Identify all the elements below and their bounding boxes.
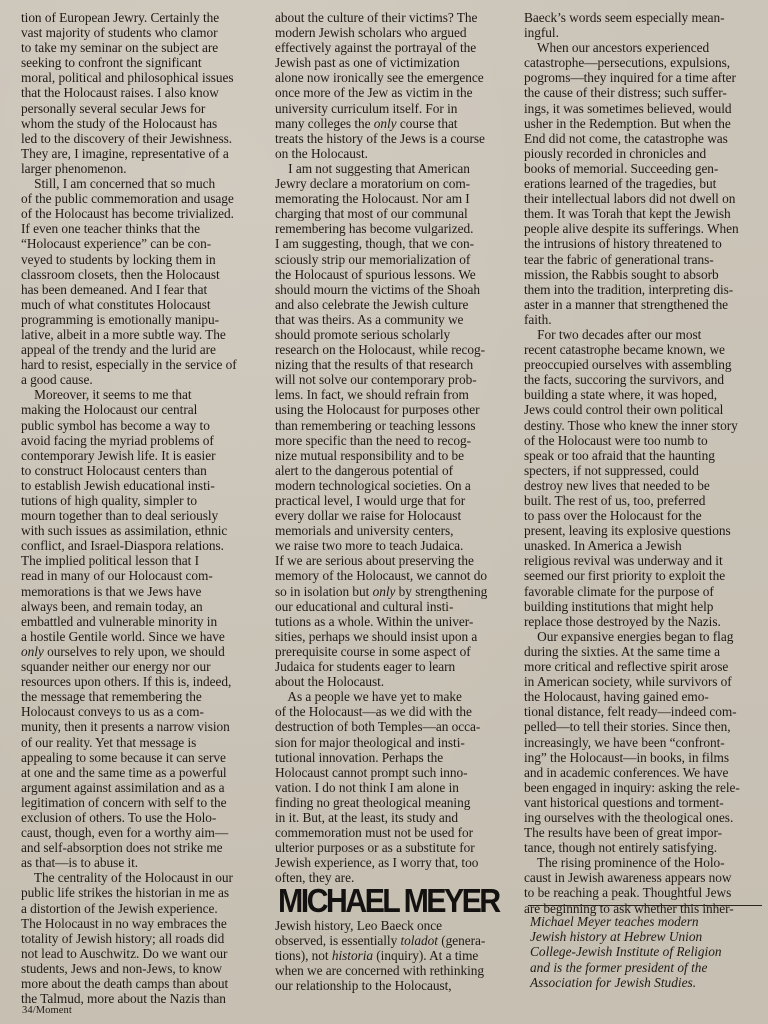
text-line: resources upon others. If this is, indeed,	[21, 674, 232, 690]
italic-word: toladot	[400, 933, 438, 949]
text-line: seeking to confront the significant	[21, 55, 202, 71]
text-line: present, leaving its explosive questions	[524, 523, 731, 539]
text-line: prerequisite course in some aspect of	[275, 643, 471, 659]
text-line: finding no great theological meaning	[275, 794, 471, 810]
text-line: to be reaching a peak. Thoughtful Jews	[524, 885, 732, 901]
text-line: of the Holocaust—as we did with the	[275, 704, 472, 720]
text-line: the facts, succoring the survivors, and	[524, 372, 725, 388]
text-line: tutions as a whole. Within the univer-	[275, 613, 474, 629]
text-line: effectively against the portrayal of the	[275, 40, 477, 56]
text-line: when we are concerned with rethinking	[275, 963, 484, 979]
text-line: Jewry declare a moratorium on com-	[275, 176, 471, 192]
text-line: vation. I do not think I am alone in	[275, 779, 459, 795]
bio-line: Michael Meyer teaches modern	[530, 914, 699, 929]
author-bio	[530, 914, 762, 990]
text-line: the message that remembering the	[21, 689, 202, 705]
text-line: usher in the Redemption. But when the	[524, 115, 731, 131]
text-line: memorating the Holocaust. Nor am I	[275, 191, 470, 207]
text-line: modern Jewish scholars who argued	[275, 25, 467, 41]
text-line: The Holocaust in no way embraces the	[21, 915, 227, 931]
text-line: ings, it was sometimes believed, would	[524, 100, 732, 116]
text-line: books of memorial. Succeeding gen-	[524, 160, 719, 176]
text-line: moral, political and philosophical issues	[21, 70, 234, 86]
text-line: sciously strip our memorialization of	[275, 251, 471, 267]
text-line: will not solve our contemporary prob-	[275, 372, 477, 388]
text-line: research on the Holocaust, while recog-	[275, 342, 485, 358]
text-line: legitimation of concern with self to the	[21, 794, 227, 810]
text-line: increasingly, we have been “confront-	[524, 734, 725, 750]
text-line: End did not come, the catastrophe was	[524, 130, 728, 146]
text-line: about the culture of their victims? The	[275, 10, 478, 25]
text-line: As a people we have yet to make	[275, 689, 462, 705]
text-line: than remembering or teaching lessons	[275, 417, 476, 433]
text-line: we raise two more to teach Judaica.	[275, 538, 464, 554]
text-line: the Holocaust, having gained emo-	[524, 689, 709, 705]
text-line: that the Holocaust raises. I also know	[21, 85, 219, 101]
text-line: charging that most of our communal	[275, 206, 468, 222]
text-line: ingful.	[524, 25, 559, 41]
text-line: university curriculum itself. For in	[275, 100, 458, 116]
text-line: should mourn the victims of the Shoah	[275, 281, 480, 297]
text-line: speak or too afraid that the haunting	[524, 447, 715, 463]
text-line: favorable climate for the purpose of	[524, 583, 714, 599]
text-line: observed, is essentially toladot (genera-	[275, 933, 486, 949]
text-line: destruction of both Temples—an occa-	[275, 719, 481, 735]
text-line: our educational and cultural insti-	[275, 598, 454, 614]
text-line: alone now ironically see the emergence	[275, 70, 484, 86]
text-line: a hostile Gentile world. Since we have	[21, 628, 225, 644]
text-line: Jewish history, Leo Baeck once	[275, 918, 442, 933]
text-line: catastrophe—persecutions, expulsions,	[524, 55, 731, 71]
text-line: often, they are.	[275, 870, 355, 886]
text-line: them. It was Torah that kept the Jewish	[524, 206, 731, 222]
text-line: They are, I imagine, representative of a	[21, 145, 229, 161]
text-line: piously recorded in chronicles and	[524, 145, 707, 161]
text-line: exclusion of others. To use the Holo-	[21, 809, 217, 825]
text-line: hard to resist, especially in the service of	[21, 357, 237, 373]
page-folio: 34/Moment	[22, 1005, 72, 1016]
text-line: mission, the Rabbis sought to absorb	[524, 266, 719, 282]
text-line: has been demeaned. And I fear that	[21, 281, 208, 297]
text-line: and self-absorption does not strike me	[21, 840, 223, 856]
text-line: ulterior purposes or as a substitute for	[275, 840, 475, 856]
text-line: sities, perhaps we should insist upon a	[275, 628, 478, 644]
text-line: totality of Jewish history; all roads did	[21, 930, 225, 946]
text-line: larger phenomenon.	[21, 160, 127, 176]
text-line: more specific than the need to recog-	[275, 432, 471, 448]
text-line: “Holocaust experience” can be con-	[21, 236, 212, 252]
text-line: munity, then it presents a narrow vision	[21, 719, 230, 735]
text-line: public life strikes the historian in me as	[21, 885, 230, 901]
text-line: Still, I am concerned that so much	[21, 176, 216, 192]
text-line: much of what constitutes Holocaust	[21, 296, 211, 312]
text-line: modern technological societies. On a	[275, 477, 471, 493]
text-line: If even one teacher thinks that the	[21, 221, 201, 237]
text-line: The centrality of the Holocaust in our	[21, 870, 233, 886]
bio-divider	[528, 905, 762, 906]
text-line: I am suggesting, though, that we con-	[275, 236, 475, 252]
author-byline: MICHAEL MEYER	[278, 882, 499, 919]
text-line: tear the fabric of generational trans-	[524, 251, 714, 267]
text-line: more critical and reflective spirit arose	[524, 659, 729, 675]
text-line: destiny. Those who knew the inner story	[524, 417, 738, 433]
column-left	[21, 10, 259, 1006]
text-line: people alive despite its sufferings. When	[524, 221, 739, 237]
italic-word: only	[21, 643, 44, 659]
text-line: only ourselves to rely upon, we should	[21, 643, 225, 659]
text-line: tions), not historia (inquiry). At a time	[275, 948, 479, 964]
text-line: building a state where, it was hoped,	[524, 387, 718, 403]
text-line: memorations is that we Jews have	[21, 583, 202, 599]
text-line: the intrusions of history threatened to	[524, 236, 722, 252]
text-line: If we are serious about preserving the	[275, 553, 474, 569]
text-line: I am not suggesting that American	[275, 160, 470, 176]
text-line: not lead to Auschwitz. Do we want our	[21, 945, 228, 961]
text-line: Baeck’s words seem especially mean-	[524, 10, 725, 25]
text-line: every dollar we raise for Holocaust	[275, 508, 462, 524]
text-line: to construct Holocaust centers than	[21, 462, 207, 478]
text-line: appealing to some because it can serve	[21, 749, 226, 765]
text-line: the cause of their distress; such suffer-	[524, 85, 727, 101]
text-line: to establish Jewish educational insti-	[21, 477, 215, 493]
text-line: in it. But, at the least, its study and	[275, 809, 458, 825]
text-line: faith.	[524, 311, 552, 327]
bio-line: Jewish history at Hebrew Union	[530, 929, 703, 945]
text-line: practical level, I would urge that for	[275, 493, 466, 508]
text-line: aster in a manner that strengthened the	[524, 296, 729, 312]
text-line: mourn together than to deal seriously	[21, 508, 219, 524]
text-line: specters, if not suppressed, could	[524, 462, 699, 478]
text-line: Holocaust cannot prompt such inno-	[275, 764, 468, 780]
bio-line: College-Jewish Institute of Religion	[530, 944, 722, 960]
text-line: personally several secular Jews for	[21, 100, 206, 116]
text-line: and in academic conferences. We have	[524, 764, 729, 780]
text-line: of our reality. Yet that message is	[21, 734, 197, 750]
text-line: religious revival was underway and it	[524, 553, 723, 569]
text-line: programming is emotionally manipu-	[21, 311, 220, 327]
text-line: When our ancestors experienced	[524, 40, 710, 56]
text-line: argument against assimilation and as a	[21, 779, 225, 795]
text-line: erations learned of the tragedies, but	[524, 176, 717, 192]
text-line: For two decades after our most	[524, 326, 702, 342]
text-line: at one and the same time as a powerful	[21, 764, 227, 780]
text-line: as that—is to abuse it.	[21, 855, 139, 871]
text-line: Judaica for students eager to learn	[275, 659, 456, 675]
text-line: a distortion of the Jewish experience.	[21, 900, 218, 916]
text-line: tion of European Jewry. Certainly the	[21, 10, 220, 25]
text-line: lems. In fact, we should refrain from	[275, 387, 469, 403]
text-line: making the Holocaust our central	[21, 402, 198, 418]
text-line: veyed to students by locking them in	[21, 251, 216, 267]
text-line: preoccupied ourselves with assembling	[524, 357, 732, 373]
text-line: recent catastrophe became known, we	[524, 342, 725, 358]
text-line: their intellectual labors did not dwell on	[524, 191, 736, 207]
text-line: in American society, while survivors of	[524, 674, 732, 690]
text-line: unasked. In America a Jewish	[524, 538, 682, 554]
text-line: commemoration must not be used for	[275, 825, 474, 841]
text-line: caust in Jewish awareness appears now	[524, 870, 732, 886]
text-line: should promote serious scholarly	[275, 326, 451, 342]
text-line: The results have been of great impor-	[524, 825, 722, 841]
bio-line: and is the former president of the	[530, 959, 708, 975]
text-line: embattled and vulnerable minority in	[21, 613, 218, 629]
text-line: during the sixties. At the same time a	[524, 643, 720, 659]
text-line: ing ourselves with the theological ones.	[524, 809, 734, 825]
text-line: squander neither our energy nor our	[21, 659, 211, 675]
text-line: to pass over the Holocaust for the	[524, 508, 702, 524]
text-line: classroom closets, then the Holocaust	[21, 266, 220, 282]
text-line: contemporary Jewish life. It is easier	[21, 447, 216, 463]
text-line: of the Holocaust has become trivialized.	[21, 206, 234, 222]
text-line: built. The rest of us, too, preferred	[524, 493, 706, 508]
text-line: are beginning to ask whether this inher-	[524, 900, 734, 916]
text-line: so in isolation but only by strengthening	[275, 583, 488, 599]
text-line: a good cause.	[21, 372, 93, 388]
text-line: of the Holocaust were too numb to	[524, 432, 708, 448]
text-line: alert to the dangerous potential of	[275, 462, 453, 478]
column-right	[524, 10, 760, 916]
text-line: building institutions that might help	[524, 598, 714, 614]
text-line: Holocaust conveys to us as a com-	[21, 704, 204, 720]
text-line: more about the death camps than about	[21, 976, 229, 991]
text-line: public symbol has become a way to	[21, 417, 210, 433]
text-line: replace those destroyed by the Nazis.	[524, 613, 721, 629]
text-line: whom the study of the Holocaust has	[21, 115, 218, 131]
text-line: destroy new lives that needed to be	[524, 477, 710, 493]
text-line: Jews could control their own political	[524, 402, 724, 418]
text-line: conflict, and Israel-Diaspora relations.	[21, 538, 224, 554]
text-line: Moreover, it seems to me that	[21, 387, 192, 403]
text-line: the Holocaust of spurious lessons. We	[275, 266, 476, 282]
text-line: always been, and remain today, an	[21, 598, 203, 614]
text-line: caust, though, even for a worthy aim—	[21, 825, 229, 841]
text-line: of the public commemoration and usage	[21, 191, 234, 207]
italic-word: only	[373, 115, 397, 131]
column-middle	[275, 10, 507, 885]
text-line: pelled—to tell their stories. Since then,	[524, 719, 731, 735]
text-line: Jewish past as one of victimization	[275, 55, 460, 71]
text-line: that was theirs. As a community we	[275, 311, 464, 327]
text-line: once more of the Jew as victim in the	[275, 85, 473, 101]
text-line: on the Holocaust.	[275, 145, 368, 161]
text-line: read in many of our Holocaust com-	[21, 568, 213, 584]
text-line: Our expansive energies began to flag	[524, 628, 734, 644]
text-line: tutions of high quality, simpler to	[21, 493, 198, 508]
text-line: to take my seminar on the subject are	[21, 40, 219, 56]
text-line: our relationship to the Holocaust,	[275, 978, 452, 994]
italic-word: historia	[331, 948, 373, 964]
text-line: avoid facing the myriad problems of	[21, 432, 214, 448]
text-line: tional distance, felt ready—indeed com-	[524, 704, 737, 720]
text-line: many colleges the only course that	[275, 115, 458, 131]
text-line: pogroms—they inquired for a time after	[524, 70, 736, 86]
column-middle-continuation	[275, 918, 507, 993]
text-line: remembering has become vulgarized.	[275, 221, 474, 237]
text-line: students, Jews and non-Jews, to know	[21, 960, 222, 976]
text-line: ing” the Holocaust—in books, in films	[524, 749, 729, 765]
text-line: appeal of the trendy and the lurid are	[21, 342, 216, 358]
text-line: and also celebrate the Jewish culture	[275, 296, 469, 312]
text-line: memory of the Holocaust, we cannot do	[275, 568, 487, 584]
text-line: with such issues as assimilation, ethnic	[21, 523, 228, 539]
text-line: The implied political lesson that I	[21, 553, 199, 569]
italic-word: only	[372, 583, 396, 599]
text-line: led to the discovery of their Jewishness.	[21, 130, 233, 146]
text-line: Jewish experience, as I worry that, too	[275, 855, 479, 871]
text-line: nize mutual responsibility and to be	[275, 447, 465, 463]
text-line: memorials and university centers,	[275, 523, 454, 539]
text-line: seemed our first priority to exploit the	[524, 568, 726, 584]
text-line: vant historical questions and torment-	[524, 794, 724, 810]
text-line: The rising prominence of the Holo-	[524, 855, 725, 871]
text-line: tance, though not entirely satisfying.	[524, 840, 718, 856]
text-line: treats the history of the Jews is a course	[275, 130, 485, 146]
bio-line: Association for Jewish Studies.	[530, 974, 697, 990]
text-line: using the Holocaust for purposes other	[275, 402, 480, 418]
text-line: vast majority of students who clamor	[21, 25, 218, 41]
text-line: nizing that the results of that research	[275, 357, 474, 373]
text-line: lative, albeit in a more subtle way. The	[21, 326, 226, 342]
text-line: tutional innovation. Perhaps the	[275, 749, 444, 765]
text-line: the Talmud, more about the Nazis than	[21, 991, 226, 1007]
text-line: been engaged in inquiry: asking the rele-	[524, 779, 740, 795]
text-line: sion for major theological and insti-	[275, 734, 465, 750]
text-line: about the Holocaust.	[275, 674, 385, 690]
text-line: them into the tradition, interpreting dis-	[524, 281, 734, 297]
